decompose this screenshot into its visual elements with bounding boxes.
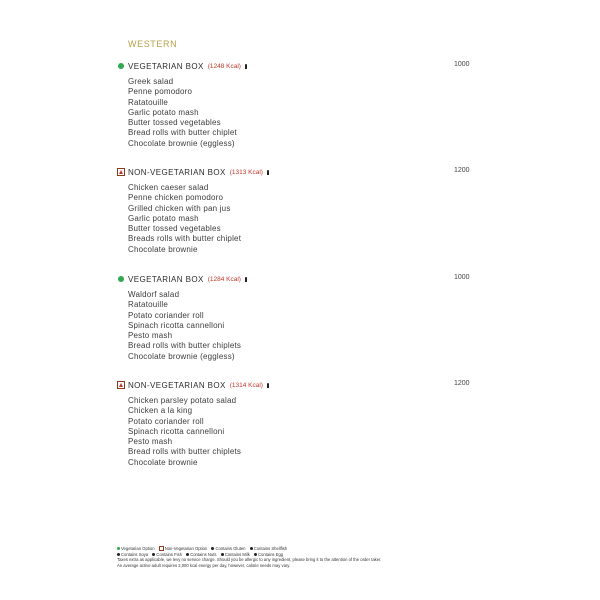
legend-note-calories: An average active adult requires 2,000 kcal energy per day, however, calorie needs may vary. <box>117 562 291 568</box>
list-item: Chocolate brownie (eggless) <box>128 351 235 361</box>
box-name: VEGETARIAN BOX <box>128 61 204 71</box>
box-items <box>128 290 477 362</box>
contains-gluten-icon <box>267 383 269 388</box>
box-kcal: (1248 Kcal) <box>207 62 241 70</box>
list-item: Spinach ricotta cannelloni <box>128 320 225 330</box>
list-item: Greek salad <box>128 77 174 86</box>
list-item: Grilled chicken with pan jus <box>128 203 231 213</box>
legend-egg: Contains Egg <box>254 552 283 557</box>
box-price: 1000 <box>454 274 470 281</box>
list-item: Potato coriander roll <box>128 416 204 426</box>
box-price: 1200 <box>454 380 470 387</box>
vegetarian-icon <box>118 276 124 282</box>
box-items <box>128 183 477 255</box>
nuts-icon <box>186 553 189 556</box>
list-item: Butter tossed vegetables <box>128 224 221 234</box>
menu-box-2 <box>117 166 477 255</box>
box-header <box>117 379 477 391</box>
list-item: Garlic potato mash <box>128 213 199 223</box>
menu-box-4 <box>117 379 477 468</box>
menu-box-3 <box>117 273 477 362</box>
box-price: 1000 <box>454 61 470 68</box>
box-items <box>128 77 477 149</box>
legend-fish: Contains Fish <box>152 552 182 557</box>
list-item: Ratatouille <box>128 97 169 107</box>
vegetarian-icon <box>117 547 120 550</box>
list-item: Chocolate brownie (eggless) <box>128 138 235 148</box>
box-kcal: (1314 Kcal) <box>229 381 263 389</box>
menu-box-1 <box>117 60 477 149</box>
box-kcal: (1313 Kcal) <box>229 168 263 176</box>
list-item: Pesto mash <box>128 437 173 447</box>
list-item: Potato coriander roll <box>128 310 204 320</box>
box-name: NON-VEGETARIAN BOX <box>128 380 226 390</box>
list-item: Bread rolls with butter chiplets <box>128 447 242 457</box>
soya-icon <box>117 553 120 556</box>
list-item: Waldorf salad <box>128 290 180 299</box>
legend-shellfish: Contains Shellfish <box>250 546 288 551</box>
egg-icon <box>254 553 257 556</box>
list-item: Spinach ricotta cannelloni <box>128 426 225 436</box>
list-item: Ratatouille <box>128 300 169 310</box>
box-items <box>128 396 477 468</box>
box-price: 1200 <box>454 167 470 174</box>
list-item: Breads rolls with butter chiplet <box>128 234 242 244</box>
list-item: Bread rolls with butter chiplet <box>128 128 237 138</box>
box-header <box>117 166 477 178</box>
legend-nuts: Contains Nuts <box>186 552 216 557</box>
legend-soya: Contains Soya <box>117 552 148 557</box>
list-item: Penne pomodoro <box>128 87 193 97</box>
box-header <box>117 273 477 285</box>
contains-gluten-icon <box>245 64 247 69</box>
list-item: Penne chicken pomodoro <box>128 193 224 203</box>
list-item: Chicken a la king <box>128 406 193 416</box>
milk-icon <box>221 553 224 556</box>
list-item: Garlic potato mash <box>128 107 199 117</box>
section-title: WESTERN <box>128 39 178 49</box>
list-item: Chocolate brownie <box>128 457 198 467</box>
fish-icon <box>152 553 155 556</box>
legend-non-vegetarian: Non-Vegetarian Option <box>159 546 208 551</box>
box-kcal: (1284 Kcal) <box>207 275 241 283</box>
list-item: Chicken parsley potato salad <box>128 396 237 405</box>
contains-gluten-icon <box>267 170 269 175</box>
legend-gluten: Contains Gluten <box>211 546 245 551</box>
box-name: NON-VEGETARIAN BOX <box>128 167 226 177</box>
legend-footer <box>117 546 487 568</box>
list-item: Chicken caeser salad <box>128 183 209 192</box>
legend-note-taxes: Taxes extra as applicable, we levy no service charge. Should you be allergic to any ingredient, please bring it to the attention of the order taker. <box>117 557 382 563</box>
box-name: VEGETARIAN BOX <box>128 274 204 284</box>
vegetarian-icon <box>118 63 124 69</box>
list-item: Butter tossed vegetables <box>128 118 221 128</box>
legend-milk: Contains Milk <box>221 552 250 557</box>
list-item: Chocolate brownie <box>128 244 198 254</box>
non-vegetarian-icon <box>117 381 125 389</box>
contains-gluten-icon <box>245 277 247 282</box>
non-vegetarian-icon <box>117 168 125 176</box>
legend-vegetarian: Vegetarian Option <box>117 546 155 551</box>
list-item: Bread rolls with butter chiplets <box>128 341 242 351</box>
box-header <box>117 60 477 72</box>
shellfish-icon <box>250 547 253 550</box>
list-item: Pesto mash <box>128 331 173 341</box>
